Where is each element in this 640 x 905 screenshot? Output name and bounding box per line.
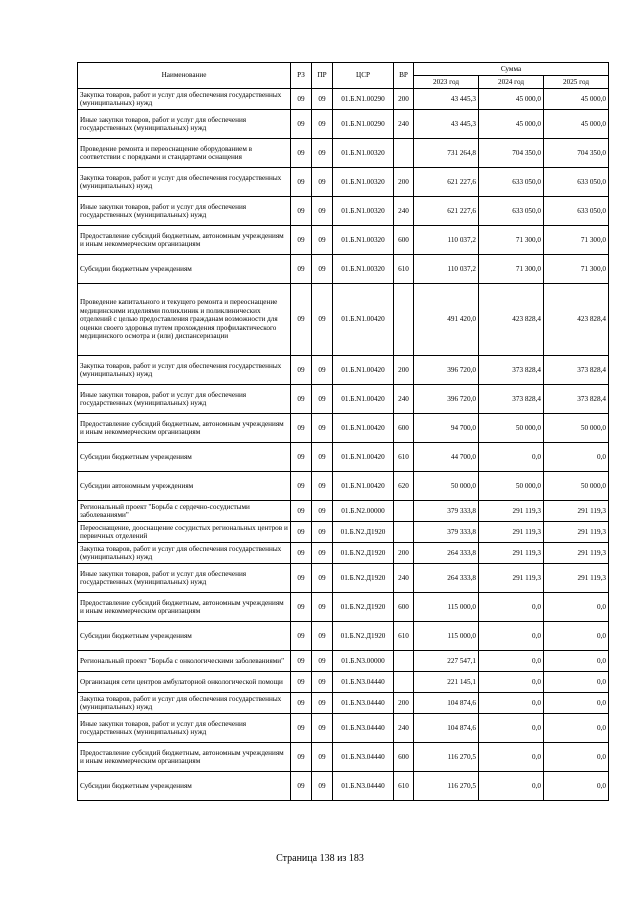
cell-2025: 0,0 [544,743,609,772]
cell-name: Организация сети центров амбулаторной онкологической помощи [78,672,291,693]
cell-name: Предоставление субсидий бюджетным, автономным учреждениям и иным некоммерческим организациям [78,226,291,255]
cell-2025: 704 350,0 [544,139,609,168]
cell-pr: 09 [312,284,333,356]
cell-2024: 291 119,3 [479,543,544,564]
cell-csr: 01.Б.N2.Д1920 [333,622,394,651]
cell-pr: 09 [312,197,333,226]
cell-2025: 50 000,0 [544,472,609,501]
cell-vr: 200 [394,356,414,385]
cell-csr: 01.Б.N1.00290 [333,89,394,110]
cell-2023: 396 720,0 [414,385,479,414]
cell-name: Иные закупки товаров, работ и услуг для обеспечения государственных (муниципальных) нужд [78,564,291,593]
cell-vr [394,284,414,356]
cell-2024: 45 000,0 [479,89,544,110]
cell-name: Проведение ремонта и переоснащение оборудованием в соответствии с порядками и стандартами оснащения [78,139,291,168]
cell-rz: 09 [291,197,312,226]
cell-rz: 09 [291,693,312,714]
cell-rz: 09 [291,543,312,564]
cell-2024: 373 828,4 [479,356,544,385]
table-row [78,543,609,564]
table-row [78,89,609,110]
header-year-2023: 2023 год [414,76,479,89]
cell-vr: 600 [394,593,414,622]
table-row [78,356,609,385]
header-vr: ВР [394,63,414,89]
table-row [78,139,609,168]
cell-2024: 45 000,0 [479,110,544,139]
cell-pr: 09 [312,714,333,743]
cell-pr: 09 [312,693,333,714]
cell-rz: 09 [291,672,312,693]
cell-csr: 01.Б.N1.00320 [333,139,394,168]
cell-vr: 200 [394,89,414,110]
cell-vr: 240 [394,564,414,593]
cell-rz: 09 [291,772,312,801]
table-row [78,110,609,139]
header-year-2024: 2024 год [479,76,544,89]
cell-rz: 09 [291,356,312,385]
cell-vr: 620 [394,472,414,501]
table-row [78,284,609,356]
cell-pr: 09 [312,472,333,501]
cell-2024: 704 350,0 [479,139,544,168]
cell-2025: 0,0 [544,443,609,472]
cell-2024: 0,0 [479,622,544,651]
cell-2023: 379 333,8 [414,522,479,543]
cell-pr: 09 [312,110,333,139]
cell-vr: 600 [394,743,414,772]
cell-csr: 01.Б.N3.00000 [333,651,394,672]
cell-vr: 610 [394,443,414,472]
cell-2025: 45 000,0 [544,89,609,110]
cell-name: Закупка товаров, работ и услуг для обеспечения государственных (муниципальных) нужд [78,168,291,197]
cell-pr: 09 [312,543,333,564]
table-row [78,443,609,472]
cell-2025: 71 300,0 [544,255,609,284]
cell-rz: 09 [291,414,312,443]
cell-pr: 09 [312,139,333,168]
cell-2023: 379 333,8 [414,501,479,522]
cell-2025: 0,0 [544,651,609,672]
cell-vr [394,651,414,672]
table-row [78,501,609,522]
cell-2025: 291 119,3 [544,522,609,543]
cell-2023: 491 420,0 [414,284,479,356]
cell-pr: 09 [312,443,333,472]
cell-2025: 0,0 [544,593,609,622]
cell-2024: 0,0 [479,714,544,743]
table-row [78,743,609,772]
cell-pr: 09 [312,672,333,693]
cell-csr: 01.Б.N1.00420 [333,284,394,356]
cell-2023: 221 145,1 [414,672,479,693]
cell-rz: 09 [291,284,312,356]
cell-2023: 110 037,2 [414,255,479,284]
cell-2025: 291 119,3 [544,543,609,564]
cell-csr: 01.Б.N1.00320 [333,255,394,284]
cell-rz: 09 [291,168,312,197]
header-pr: ПР [312,63,333,89]
cell-2023: 621 227,6 [414,168,479,197]
cell-name: Иные закупки товаров, работ и услуг для обеспечения государственных (муниципальных) нужд [78,197,291,226]
cell-2023: 115 000,0 [414,622,479,651]
cell-vr: 240 [394,714,414,743]
cell-vr: 240 [394,385,414,414]
cell-csr: 01.Б.N1.00420 [333,385,394,414]
table-row [78,385,609,414]
cell-rz: 09 [291,226,312,255]
cell-csr: 01.Б.N2.Д1920 [333,522,394,543]
cell-rz: 09 [291,89,312,110]
header-name: Наименование [78,63,291,89]
cell-name: Субсидии бюджетным учреждениям [78,622,291,651]
cell-csr: 01.Б.N3.04440 [333,693,394,714]
cell-name: Субсидии бюджетным учреждениям [78,255,291,284]
cell-pr: 09 [312,622,333,651]
cell-name: Проведение капитального и текущего ремонта и переоснащение медицинскими изделиями поликлиник и поликлинических отделений с целью предоставления гражданам возможности для оценки своего здоровья путем прохождения профилактического медицинского осмотра и (или) диспансеризации [78,284,291,356]
cell-csr: 01.Б.N2.Д1920 [333,543,394,564]
cell-pr: 09 [312,385,333,414]
cell-2024: 0,0 [479,772,544,801]
cell-2025: 71 300,0 [544,226,609,255]
cell-name: Иные закупки товаров, работ и услуг для обеспечения государственных (муниципальных) нужд [78,110,291,139]
cell-csr: 01.Б.N3.04440 [333,714,394,743]
cell-vr [394,139,414,168]
cell-2025: 373 828,4 [544,385,609,414]
cell-2025: 50 000,0 [544,414,609,443]
cell-2024: 291 119,3 [479,522,544,543]
cell-pr: 09 [312,564,333,593]
cell-pr: 09 [312,593,333,622]
cell-name: Региональный проект "Борьба с онкологическими заболеваниями" [78,651,291,672]
cell-csr: 01.Б.N2.Д1920 [333,564,394,593]
header-csr: ЦСР [333,63,394,89]
cell-2023: 44 700,0 [414,443,479,472]
cell-2024: 423 828,4 [479,284,544,356]
table-body [78,89,609,801]
header-rz: РЗ [291,63,312,89]
cell-rz: 09 [291,651,312,672]
cell-rz: 09 [291,110,312,139]
cell-rz: 09 [291,443,312,472]
cell-rz: 09 [291,522,312,543]
cell-csr: 01.Б.N3.04440 [333,743,394,772]
cell-2024: 373 828,4 [479,385,544,414]
table-row [78,714,609,743]
cell-vr: 200 [394,168,414,197]
cell-name: Предоставление субсидий бюджетным, автономным учреждениям и иным некоммерческим организациям [78,743,291,772]
cell-2024: 291 119,3 [479,501,544,522]
header-year-2025: 2025 год [544,76,609,89]
table-row [78,414,609,443]
table-row [78,197,609,226]
cell-vr: 200 [394,543,414,564]
cell-name: Переоснащение, дооснащение сосудистых региональных центров и первичных отделений [78,522,291,543]
cell-name: Закупка товаров, работ и услуг для обеспечения государственных (муниципальных) нужд [78,89,291,110]
table-row [78,168,609,197]
cell-csr: 01.Б.N1.00320 [333,197,394,226]
cell-2024: 0,0 [479,743,544,772]
cell-2025: 423 828,4 [544,284,609,356]
table-row [78,651,609,672]
cell-2025: 291 119,3 [544,564,609,593]
cell-csr: 01.Б.N1.00420 [333,414,394,443]
cell-csr: 01.Б.N1.00420 [333,356,394,385]
cell-pr: 09 [312,414,333,443]
cell-name: Субсидии бюджетным учреждениям [78,772,291,801]
cell-2024: 71 300,0 [479,226,544,255]
cell-csr: 01.Б.N3.04440 [333,772,394,801]
budget-table [77,62,609,801]
cell-2023: 94 700,0 [414,414,479,443]
header-sum: Сумма [414,63,609,76]
cell-2023: 116 270,5 [414,772,479,801]
cell-rz: 09 [291,593,312,622]
cell-vr: 240 [394,197,414,226]
cell-2024: 0,0 [479,651,544,672]
cell-csr: 01.Б.N2.00000 [333,501,394,522]
page-number: Страница 138 из 183 [276,853,364,864]
cell-2023: 116 270,5 [414,743,479,772]
cell-csr: 01.Б.N1.00420 [333,472,394,501]
cell-pr: 09 [312,651,333,672]
cell-name: Предоставление субсидий бюджетным, автономным учреждениям и иным некоммерческим организациям [78,593,291,622]
cell-2025: 0,0 [544,714,609,743]
table-row [78,693,609,714]
cell-2023: 396 720,0 [414,356,479,385]
cell-2025: 0,0 [544,772,609,801]
cell-2024: 0,0 [479,593,544,622]
cell-name: Субсидии автономным учреждениям [78,472,291,501]
cell-name: Предоставление субсидий бюджетным, автономным учреждениям и иным некоммерческим организациям [78,414,291,443]
cell-rz: 09 [291,139,312,168]
cell-2024: 0,0 [479,672,544,693]
cell-vr: 610 [394,772,414,801]
cell-rz: 09 [291,385,312,414]
cell-name: Субсидии бюджетным учреждениям [78,443,291,472]
cell-vr [394,672,414,693]
cell-2023: 264 333,8 [414,543,479,564]
cell-2023: 621 227,6 [414,197,479,226]
cell-vr: 610 [394,255,414,284]
cell-rz: 09 [291,564,312,593]
cell-2023: 264 333,8 [414,564,479,593]
table-row [78,564,609,593]
cell-2025: 291 119,3 [544,501,609,522]
cell-2023: 227 547,1 [414,651,479,672]
cell-2023: 110 037,2 [414,226,479,255]
cell-pr: 09 [312,743,333,772]
table-row [78,672,609,693]
cell-csr: 01.Б.N3.04440 [333,672,394,693]
cell-2024: 0,0 [479,693,544,714]
cell-vr: 600 [394,226,414,255]
cell-pr: 09 [312,522,333,543]
cell-csr: 01.Б.N1.00290 [333,110,394,139]
cell-2023: 50 000,0 [414,472,479,501]
cell-csr: 01.Б.N2.Д1920 [333,593,394,622]
cell-pr: 09 [312,772,333,801]
table-row [78,593,609,622]
cell-rz: 09 [291,622,312,651]
cell-2024: 0,0 [479,443,544,472]
cell-csr: 01.Б.N1.00420 [333,443,394,472]
cell-rz: 09 [291,714,312,743]
table-row [78,522,609,543]
cell-rz: 09 [291,255,312,284]
cell-2023: 115 000,0 [414,593,479,622]
cell-pr: 09 [312,168,333,197]
table-row [78,226,609,255]
table-row [78,772,609,801]
cell-2023: 104 874,6 [414,714,479,743]
table-row [78,255,609,284]
cell-2025: 633 050,0 [544,168,609,197]
cell-2024: 633 050,0 [479,168,544,197]
cell-pr: 09 [312,255,333,284]
cell-2025: 633 050,0 [544,197,609,226]
cell-2025: 0,0 [544,672,609,693]
cell-csr: 01.Б.N1.00320 [333,168,394,197]
cell-vr: 610 [394,622,414,651]
cell-pr: 09 [312,356,333,385]
cell-2024: 633 050,0 [479,197,544,226]
cell-rz: 09 [291,501,312,522]
table-row [78,622,609,651]
cell-rz: 09 [291,743,312,772]
cell-name: Иные закупки товаров, работ и услуг для обеспечения государственных (муниципальных) нужд [78,385,291,414]
cell-2025: 373 828,4 [544,356,609,385]
cell-vr [394,522,414,543]
cell-name: Региональный проект "Борьба с сердечно-сосудистыми заболеваниями" [78,501,291,522]
cell-pr: 09 [312,226,333,255]
cell-2023: 104 874,6 [414,693,479,714]
cell-2023: 731 264,8 [414,139,479,168]
cell-name: Закупка товаров, работ и услуг для обеспечения государственных (муниципальных) нужд [78,356,291,385]
table-row [78,472,609,501]
cell-rz: 09 [291,472,312,501]
cell-vr: 200 [394,693,414,714]
cell-name: Закупка товаров, работ и услуг для обеспечения государственных (муниципальных) нужд [78,693,291,714]
cell-2023: 43 445,3 [414,89,479,110]
cell-2023: 43 445,3 [414,110,479,139]
cell-name: Иные закупки товаров, работ и услуг для обеспечения государственных (муниципальных) нужд [78,714,291,743]
cell-2024: 291 119,3 [479,564,544,593]
cell-2024: 50 000,0 [479,414,544,443]
cell-csr: 01.Б.N1.00320 [333,226,394,255]
cell-vr: 600 [394,414,414,443]
cell-2025: 0,0 [544,622,609,651]
cell-name: Закупка товаров, работ и услуг для обеспечения государственных (муниципальных) нужд [78,543,291,564]
cell-2024: 71 300,0 [479,255,544,284]
cell-pr: 09 [312,89,333,110]
cell-2025: 0,0 [544,693,609,714]
cell-2025: 45 000,0 [544,110,609,139]
cell-vr [394,501,414,522]
cell-pr: 09 [312,501,333,522]
cell-vr: 240 [394,110,414,139]
cell-2024: 50 000,0 [479,472,544,501]
